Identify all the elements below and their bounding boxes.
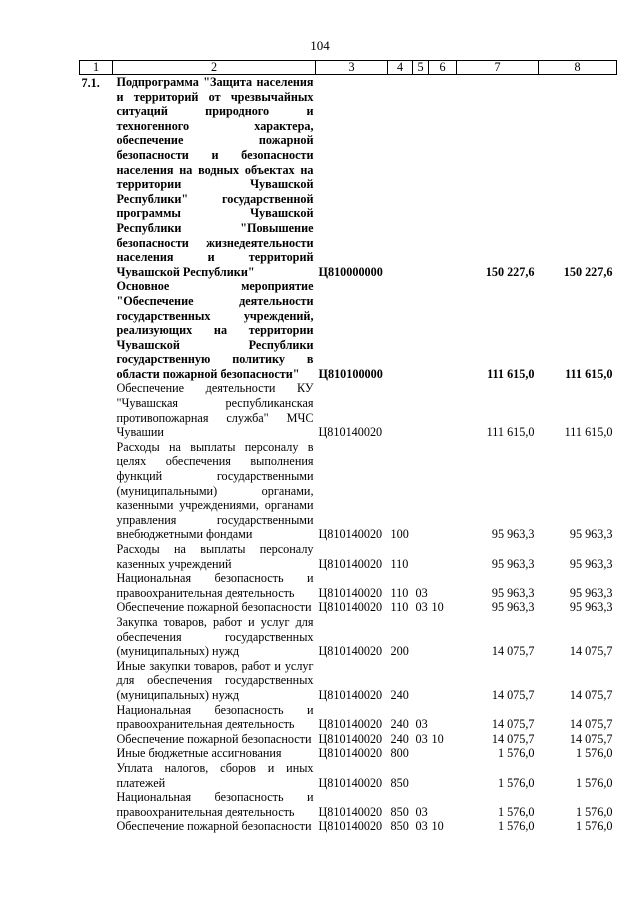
- header-row: [80, 61, 617, 75]
- subsection-cell: [429, 790, 457, 819]
- amount-cell: 1 576,0: [575, 804, 613, 819]
- table-row: [80, 279, 617, 381]
- item-name-cell: Обеспечение пожарной безопасности: [116, 819, 312, 834]
- budget-table: [79, 60, 617, 834]
- amount-cell: 1 576,0: [575, 746, 613, 761]
- item-name-cell: Уплата налогов, сборов и иных платежей: [116, 760, 314, 790]
- subsection-cell: 10: [431, 819, 444, 834]
- subsection-cell: [429, 571, 457, 600]
- expense-type-cell: 240: [390, 717, 409, 732]
- subsection-cell: [429, 75, 457, 280]
- amount-cell: 95 963,3: [569, 556, 613, 571]
- target-code-cell: Ц810140020: [318, 585, 383, 600]
- item-name-cell: Обеспечение пожарной безопасности: [116, 731, 312, 746]
- item-number-cell: [80, 440, 113, 542]
- section-cell: [413, 75, 429, 280]
- target-code-cell: Ц810140020: [318, 425, 383, 440]
- amount-cell: 14 075,7: [569, 687, 613, 702]
- section-cell: 03: [415, 585, 428, 600]
- expense-type-cell: 200: [390, 644, 409, 659]
- expense-type-cell: 800: [390, 746, 409, 761]
- section-cell: [413, 746, 429, 761]
- item-name-cell: Расходы на выплаты персоналу в целях обеспечения выполнения функций государственными (муниципальными) органами, казенными учреждениями, органами управления государственными внебюджетными фондами: [116, 439, 314, 542]
- section-cell: [413, 761, 429, 790]
- table-row: [80, 790, 617, 819]
- table-row: [80, 75, 617, 280]
- section-cell: [413, 615, 429, 659]
- expense-type-cell: [388, 75, 413, 280]
- amount-cell: 95 963,3: [491, 585, 535, 600]
- table-row: [80, 571, 617, 600]
- subsection-cell: [429, 659, 457, 703]
- subsection-cell: 10: [431, 600, 444, 615]
- item-name-cell: Обеспечение пожарной безопасности: [116, 600, 312, 615]
- section-cell: [413, 381, 429, 439]
- header-cell: 5: [413, 61, 429, 75]
- target-code-cell: Ц810140020: [318, 717, 383, 732]
- expense-type-cell: 240: [390, 687, 409, 702]
- section-cell: [413, 542, 429, 571]
- expense-type-cell: 850: [390, 804, 409, 819]
- amount-cell: 1 576,0: [497, 819, 535, 834]
- item-name-cell: Национальная безопасность и правоохранительная деятельность: [116, 571, 314, 600]
- item-name-cell: Основное мероприятие "Обеспечение деятельности государственных учреждений, реализующих на территории Чувашской Республики государственную политику в области пожарной безопасности": [116, 279, 314, 381]
- header-cell: 6: [429, 61, 457, 75]
- amount-cell: 14 075,7: [491, 687, 535, 702]
- item-number-cell: [80, 761, 113, 790]
- subsection-cell: [429, 746, 457, 761]
- amount-cell: 14 075,7: [569, 717, 613, 732]
- item-name-cell: Закупка товаров, работ и услуг для обеспечения государственных (муниципальных) нужд: [116, 614, 314, 659]
- amount-cell: 1 576,0: [575, 775, 613, 790]
- target-code-cell: Ц810140020: [318, 556, 383, 571]
- item-number-cell: [80, 279, 113, 381]
- target-code-cell: Ц810140020: [318, 687, 383, 702]
- amount-cell: 95 963,3: [491, 556, 535, 571]
- table-row: [80, 703, 617, 732]
- item-number-cell: 7.1.: [81, 76, 100, 90]
- header-cell: 2: [113, 61, 316, 75]
- section-cell: [413, 440, 429, 542]
- amount-cell: 95 963,3: [569, 585, 613, 600]
- amount-cell: 150 227,6: [563, 264, 613, 279]
- expense-type-cell: 850: [390, 775, 409, 790]
- expense-type-cell: 110: [390, 556, 409, 571]
- item-name-cell: Иные бюджетные ассигнования: [116, 746, 282, 761]
- section-cell: 03: [415, 717, 428, 732]
- item-number-cell: [80, 746, 113, 761]
- amount-cell: 111 615,0: [487, 366, 535, 381]
- table-row: [80, 615, 617, 659]
- header-cell: 7: [457, 61, 539, 75]
- target-code-cell: Ц810100000: [318, 366, 383, 381]
- item-name-cell: Подпрограмма "Защита населения и территорий от чрезвычайных ситуаций природного и техногенного характера, обеспечение пожарной безопасности и безопасности населения на водных объектах на территории Чувашской Республики" государственной программы Чувашской Республики "Повышение безопасности жизнедеятельности населения и территорий Чувашской Республики": [116, 75, 314, 279]
- section-cell: 03: [415, 819, 428, 834]
- amount-cell: 111 615,0: [486, 425, 535, 440]
- amount-cell: 1 576,0: [497, 775, 535, 790]
- table-row: [80, 732, 617, 747]
- subsection-cell: [429, 542, 457, 571]
- target-code-cell: Ц810140020: [318, 731, 383, 746]
- section-cell: [413, 279, 429, 381]
- amount-cell: 95 963,3: [491, 527, 535, 542]
- item-number-cell: [80, 381, 113, 439]
- item-number-cell: [80, 615, 113, 659]
- amount-cell: 111 615,0: [564, 425, 613, 440]
- table-row: [80, 761, 617, 790]
- item-number-cell: [80, 732, 113, 747]
- target-code-cell: Ц810140020: [318, 804, 383, 819]
- section-cell: 03: [415, 804, 428, 819]
- table-row: [80, 600, 617, 615]
- table-row: [80, 659, 617, 703]
- target-code-cell: Ц810140020: [318, 775, 383, 790]
- header-cell: 1: [80, 61, 113, 75]
- expense-type-cell: 110: [390, 585, 409, 600]
- amount-cell: 95 963,3: [491, 600, 535, 615]
- amount-cell: 111 615,0: [565, 366, 613, 381]
- item-number-cell: [80, 819, 113, 834]
- item-name-cell: Расходы на выплаты персоналу казенных учреждений: [116, 542, 314, 571]
- subsection-cell: 10: [431, 731, 444, 746]
- header-cell: 8: [539, 61, 617, 75]
- amount-cell: 14 075,7: [491, 717, 535, 732]
- subsection-cell: [429, 761, 457, 790]
- table-row: [80, 381, 617, 439]
- subsection-cell: [429, 381, 457, 439]
- target-code-cell: Ц810000000: [318, 264, 383, 279]
- subsection-cell: [429, 440, 457, 542]
- item-name-cell: Национальная безопасность и правоохранительная деятельность: [116, 702, 314, 732]
- amount-cell: 14 075,7: [491, 644, 535, 659]
- target-code-cell: Ц810140020: [318, 746, 383, 761]
- item-name-cell: Национальная безопасность и правоохранительная деятельность: [116, 790, 314, 819]
- header-cell: 4: [388, 61, 413, 75]
- item-number-cell: [80, 659, 113, 703]
- item-number-cell: [80, 600, 113, 615]
- table-row: [80, 440, 617, 542]
- section-cell: 03: [415, 731, 428, 746]
- amount-cell: 1 576,0: [497, 804, 535, 819]
- item-number-cell: [80, 703, 113, 732]
- table-row: [80, 819, 617, 834]
- amount-cell: 1 576,0: [575, 819, 613, 834]
- header-cell: 3: [316, 61, 388, 75]
- amount-cell: 14 075,7: [569, 644, 613, 659]
- amount-cell: 1 576,0: [497, 746, 535, 761]
- amount-cell: 14 075,7: [491, 731, 535, 746]
- item-number-cell: [80, 571, 113, 600]
- amount-cell: 14 075,7: [569, 731, 613, 746]
- target-code-cell: Ц810140020: [318, 600, 383, 615]
- expense-type-cell: 240: [390, 731, 409, 746]
- item-number-cell: [80, 542, 113, 571]
- section-cell: [413, 659, 429, 703]
- target-code-cell: Ц810140020: [318, 644, 383, 659]
- item-name-cell: Обеспечение деятельности КУ "Чувашская республиканская противопожарная служба" МЧС Чувашии: [116, 381, 314, 440]
- page-number: 104: [310, 38, 330, 53]
- table-row: [80, 746, 617, 761]
- subsection-cell: [429, 703, 457, 732]
- expense-type-cell: 100: [390, 527, 409, 542]
- amount-cell: 95 963,3: [569, 600, 613, 615]
- amount-cell: 150 227,6: [485, 264, 535, 279]
- table-row: [80, 542, 617, 571]
- section-cell: 03: [415, 600, 428, 615]
- item-number-cell: [80, 790, 113, 819]
- amount-cell: 95 963,3: [569, 527, 613, 542]
- target-code-cell: Ц810140020: [318, 527, 383, 542]
- expense-type-cell: [388, 381, 413, 439]
- subsection-cell: [429, 279, 457, 381]
- expense-type-cell: [388, 279, 413, 381]
- expense-type-cell: 110: [390, 600, 409, 615]
- item-name-cell: Иные закупки товаров, работ и услуг для обеспечения государственных (муниципальных) нужд: [116, 658, 314, 702]
- subsection-cell: [429, 615, 457, 659]
- target-code-cell: Ц810140020: [318, 819, 383, 834]
- expense-type-cell: 850: [390, 819, 409, 834]
